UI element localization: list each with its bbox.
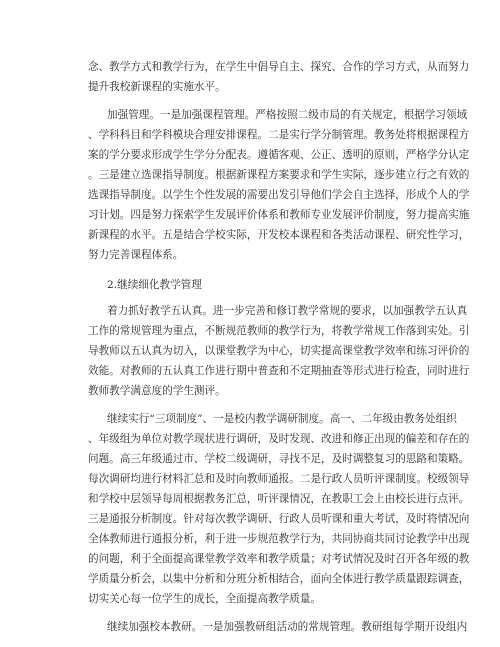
text-line: 提升我校新课程的实施水平。	[88, 81, 226, 93]
text-line: 工作的常规管理为重点，不断规范教师的教学行为，将教学常规工作落到实处。引	[88, 325, 470, 337]
paragraph-start-line: 继续实行“三项制度”、一是校内教学调研制度。高一、二年级由教务处组织	[107, 413, 457, 425]
paragraph-start-line: 着力抓好教学五认真。进一步完善和修订教学常规的要求，以加强教学五认真	[107, 305, 468, 317]
text-line: 教师教学满意度的学生测评。	[88, 385, 226, 397]
text-line: 效能。对教师的五认真工作进行期中普查和不定期抽查等形式进行检查，同时进行	[88, 365, 470, 377]
text-line: 学质量分析会，以集中分析和分班分析相结合，面向全体进行教学质量跟踪调查，	[88, 573, 470, 585]
text-line: 三是通报分析制度。针对每次教学调研、行政人员听课和重大考试，及时将情况向	[88, 513, 470, 525]
text-line: 、年级组为单位对教学现状进行调研，及时发现、改进和修正出现的偏差和存在的	[88, 433, 470, 445]
text-line: 案的学分要求形成学生学分分配表。遵循客观、公正、透明的原则，严格学分认定	[88, 149, 470, 161]
section-heading: 2.继续细化教学管理	[107, 279, 202, 291]
text-line: 念、教学方式和教学行为，在学生中倡导自主、探究、合作的学习方式，从而努力	[88, 61, 470, 73]
text-line: 每次调研均进行材料汇总和及时向教师通报。二是行政人员听评课制度。校级领导	[88, 473, 470, 485]
text-line: 和学校中层领导每周根据教务汇总，听评课情况，在教职工会上由校长进行点评。	[88, 493, 470, 505]
text-line: 问题。高三年级通过市、学校二级调研，寻找不足，及时调整复习的思路和策略。	[88, 453, 470, 465]
text-line: 努力完善课程体系。	[88, 249, 184, 261]
text-line: 新课程的水平。五是结合学校实际，开发校本课程和各类活动课程、研究性学习，	[88, 229, 470, 241]
text-line: 。三是建立选课指导制度。根据新课程方案要求和学生实际，逐步建立行之有效的	[88, 169, 470, 181]
paragraph-start-line: 加强管理。一是加强课程管理。严格按照二级市局的有关规定，根据学习领域	[107, 109, 468, 121]
text-line: 习计划。四是努力探索学生发展评价体系和教师专业发展评价制度，努力提高实施	[88, 209, 470, 221]
text-line: 、学科科目和学科模块合理安排课程。二是实行学分制管理。教务处将根据课程方	[88, 129, 470, 141]
paragraph-start-line: 继续加强校本教研。一是加强教研组活动的常规管理。教研组每学期开设组内	[107, 621, 468, 633]
text-line: 选课指导制度。以学生个性发展的需要出发引导他们学会自主选择，形成个人的学	[88, 189, 470, 201]
text-line: 的问题，利于全面提高课堂教学效率和教学质量；对考试情况及时召开各年级的教	[88, 553, 470, 565]
text-line: 全体教师进行通报分析，利于进一步规范教学行为，共同协商共同讨论教学中出现	[88, 533, 470, 545]
text-line: 导教师以五认真为切入，以课堂教学为中心，切实提高课堂教学效率和练习评价的	[88, 345, 470, 357]
text-line: 切实关心每一位学生的成长，全面提高教学质量。	[88, 593, 322, 605]
